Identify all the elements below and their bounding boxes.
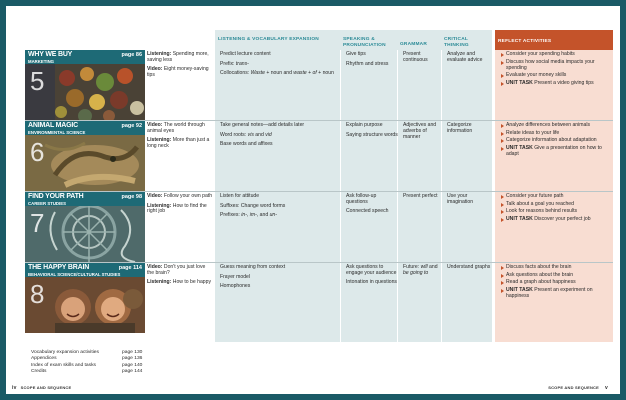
- appendix-row[interactable]: Appendices page 136: [31, 356, 143, 362]
- speaking-column: [346, 123, 398, 142]
- listening-column: [147, 52, 213, 83]
- vocab-item: Frayer model: [220, 273, 251, 280]
- listening-item: Listening: Spending more, saving less: [147, 51, 209, 63]
- vocab-column: [220, 52, 336, 81]
- reflect-item: Relate ideas to your life: [501, 131, 611, 137]
- speaking-item: Saying structure words: [346, 131, 398, 138]
- unit-row-6: [25, 121, 613, 191]
- unit-number: 7: [30, 208, 45, 238]
- unit-subject: ENVIRONMENTAL SCIENCE: [28, 129, 86, 135]
- vocab-item: Prefixes: in-, im-, and un-: [220, 212, 277, 218]
- reflect-item: Look for reasons behind results: [501, 209, 611, 215]
- footer-left: [12, 385, 71, 391]
- unit-banner[interactable]: [25, 50, 145, 64]
- grammar-column: [403, 123, 443, 144]
- listening-item: Video: Follow your own path: [147, 193, 213, 199]
- critical-column: [447, 123, 493, 138]
- vocab-item: Collocations: Waste + noun and waste + of + noun: [220, 70, 334, 76]
- unit-page: page 86: [121, 51, 142, 58]
- reflect-item: UNIT TASK Give a presentation on how to adapt: [501, 146, 611, 158]
- listening-item: Listening: How to be happy: [147, 279, 211, 286]
- header-speaking: SPEAKING & PRONUNCIATION: [343, 37, 386, 48]
- unit-page: page 92: [121, 122, 142, 129]
- reflect-item: UNIT TASK Present a video giving tips: [501, 81, 611, 87]
- unit-title: WHY WE BUY: [28, 51, 73, 58]
- grammar-column: [403, 194, 443, 204]
- listening-column: [147, 194, 213, 219]
- unit-number: 5: [30, 66, 45, 96]
- listening-column: [147, 123, 213, 154]
- unit-title: ANIMAL MAGIC: [28, 122, 78, 129]
- unit-number: 6: [30, 137, 45, 167]
- reflect-item: Discuss facts about the brain: [501, 265, 611, 271]
- reflect-item: Categorize information about adaptation: [501, 138, 611, 144]
- grammar-item: Present continuous: [403, 51, 428, 63]
- vocab-column: [220, 265, 336, 294]
- vocab-item: Homophones: [220, 283, 251, 289]
- footer-label-right: SCOPE AND SEQUENCE: [548, 385, 600, 390]
- appendix-row[interactable]: Credits page 144: [31, 368, 143, 374]
- vocab-item: Guess meaning from context: [220, 264, 286, 270]
- vocab-item: Predict lecture content: [220, 51, 271, 57]
- critical-column: [447, 194, 493, 209]
- reflect-item: Consider your spending habits: [501, 52, 611, 58]
- reflect-item: UNIT TASK Present an experiment on happiness: [501, 288, 611, 300]
- critical-item: Analyze and evaluate advice: [447, 51, 483, 63]
- appendix-row[interactable]: Vocabulary expansion activities page 130: [31, 350, 143, 355]
- unit-row-8: [25, 263, 613, 333]
- header-critical-thinking: CRITICAL THINKING: [444, 37, 469, 48]
- page-number-right: v: [605, 385, 608, 391]
- reflect-column: [501, 52, 611, 89]
- speaking-item: Rhythm and stress: [346, 60, 389, 67]
- listening-item: Video: Eight money-saving tips: [147, 66, 209, 79]
- grammar-column: [403, 265, 443, 280]
- reflect-column: [501, 265, 611, 302]
- critical-item: Use your imagination: [447, 193, 474, 205]
- reflect-column: [501, 194, 611, 225]
- unit-row-7: [25, 192, 613, 262]
- header-reflect: REFLECT ACTIVITIES: [495, 30, 613, 50]
- vocab-item: Base words and affixes: [220, 141, 273, 147]
- speaking-column: [346, 52, 398, 71]
- unit-page: page 114: [118, 264, 142, 271]
- grammar-column: [403, 52, 443, 67]
- unit-title: THE HAPPY BRAIN: [28, 264, 90, 271]
- speaking-column: [346, 194, 398, 219]
- reflect-column: [501, 123, 611, 160]
- header-grammar: GRAMMAR: [400, 42, 427, 47]
- listening-item: Listening: How to find the right job: [147, 202, 207, 215]
- unit-banner[interactable]: [25, 192, 145, 206]
- critical-column: [447, 265, 493, 275]
- speaking-item: Explain purpose: [346, 122, 383, 128]
- unit-subject: MARKETING: [28, 58, 55, 64]
- unit-subject: BEHAVIORAL SCIENCE/CULTURAL STUDIES: [28, 271, 121, 277]
- speaking-item: Ask questions to engage your audience: [346, 264, 397, 276]
- unit-page: page 98: [121, 193, 142, 200]
- unit-subject: CAREER STUDIES: [28, 200, 66, 206]
- speaking-item: Connected speech: [346, 208, 389, 215]
- reflect-item: Analyze differences between animals: [501, 123, 611, 129]
- scope-and-sequence-page: [6, 6, 620, 394]
- unit-banner[interactable]: [25, 263, 145, 277]
- reflect-item: Ask questions about the brain: [501, 273, 611, 279]
- header-listening-vocab: LISTENING & VOCABULARY EXPANSION: [218, 37, 319, 42]
- reflect-item: Consider your future path: [501, 194, 611, 200]
- unit-number: 8: [30, 279, 45, 309]
- vocab-column: [220, 194, 336, 223]
- reflect-item: Evaluate your money skills: [501, 73, 611, 79]
- critical-item: Categorize information: [447, 122, 473, 134]
- unit-row-5: [25, 50, 613, 120]
- listening-item: Video: Don't you just love the brain?: [147, 264, 206, 276]
- vocab-item: Word roots: vis and vid: [220, 131, 272, 138]
- grammar-item: Present perfect: [403, 193, 438, 199]
- speaking-column: [346, 265, 398, 290]
- reflect-item: Discuss how social media impacts your spending: [501, 60, 611, 72]
- appendix-list: [31, 350, 142, 375]
- speaking-item: Give tips: [346, 51, 366, 57]
- grammar-item: Future: will and be going to: [403, 264, 438, 276]
- critical-item: Understand graphs: [447, 264, 491, 270]
- footer-right: [548, 385, 612, 391]
- page-number-left: iv: [12, 385, 17, 391]
- listening-item: Video: The world through animal eyes: [147, 122, 205, 134]
- vocab-item: Suffixes: Change word forms: [220, 202, 286, 209]
- listening-item: Listening: More than just a long neck: [147, 137, 210, 150]
- footer-label-left: SCOPE AND SEQUENCE: [20, 385, 72, 390]
- appendix-row[interactable]: Index of exam skills and tasks page 140: [31, 362, 143, 368]
- reflect-item: Talk about a goal you reached: [501, 202, 611, 208]
- reflect-item: Read a graph about happiness: [501, 280, 611, 286]
- vocab-item: Listen for attitude: [220, 193, 260, 199]
- vocab-item: Take general notes—add details later: [220, 122, 305, 128]
- speaking-item: Ask follow-up questions: [346, 193, 377, 205]
- listening-column: [147, 265, 213, 290]
- reflect-item: UNIT TASK Discover your perfect job: [501, 217, 611, 223]
- critical-column: [447, 52, 493, 67]
- grammar-item: Adjectives and adverbs of manner: [403, 122, 437, 140]
- vocab-column: [220, 123, 336, 152]
- unit-banner[interactable]: [25, 121, 145, 135]
- vocab-item: Prefix: trans-: [220, 60, 249, 67]
- speaking-item: Intonation in questions: [346, 279, 397, 286]
- unit-title: FIND YOUR PATH: [28, 193, 84, 200]
